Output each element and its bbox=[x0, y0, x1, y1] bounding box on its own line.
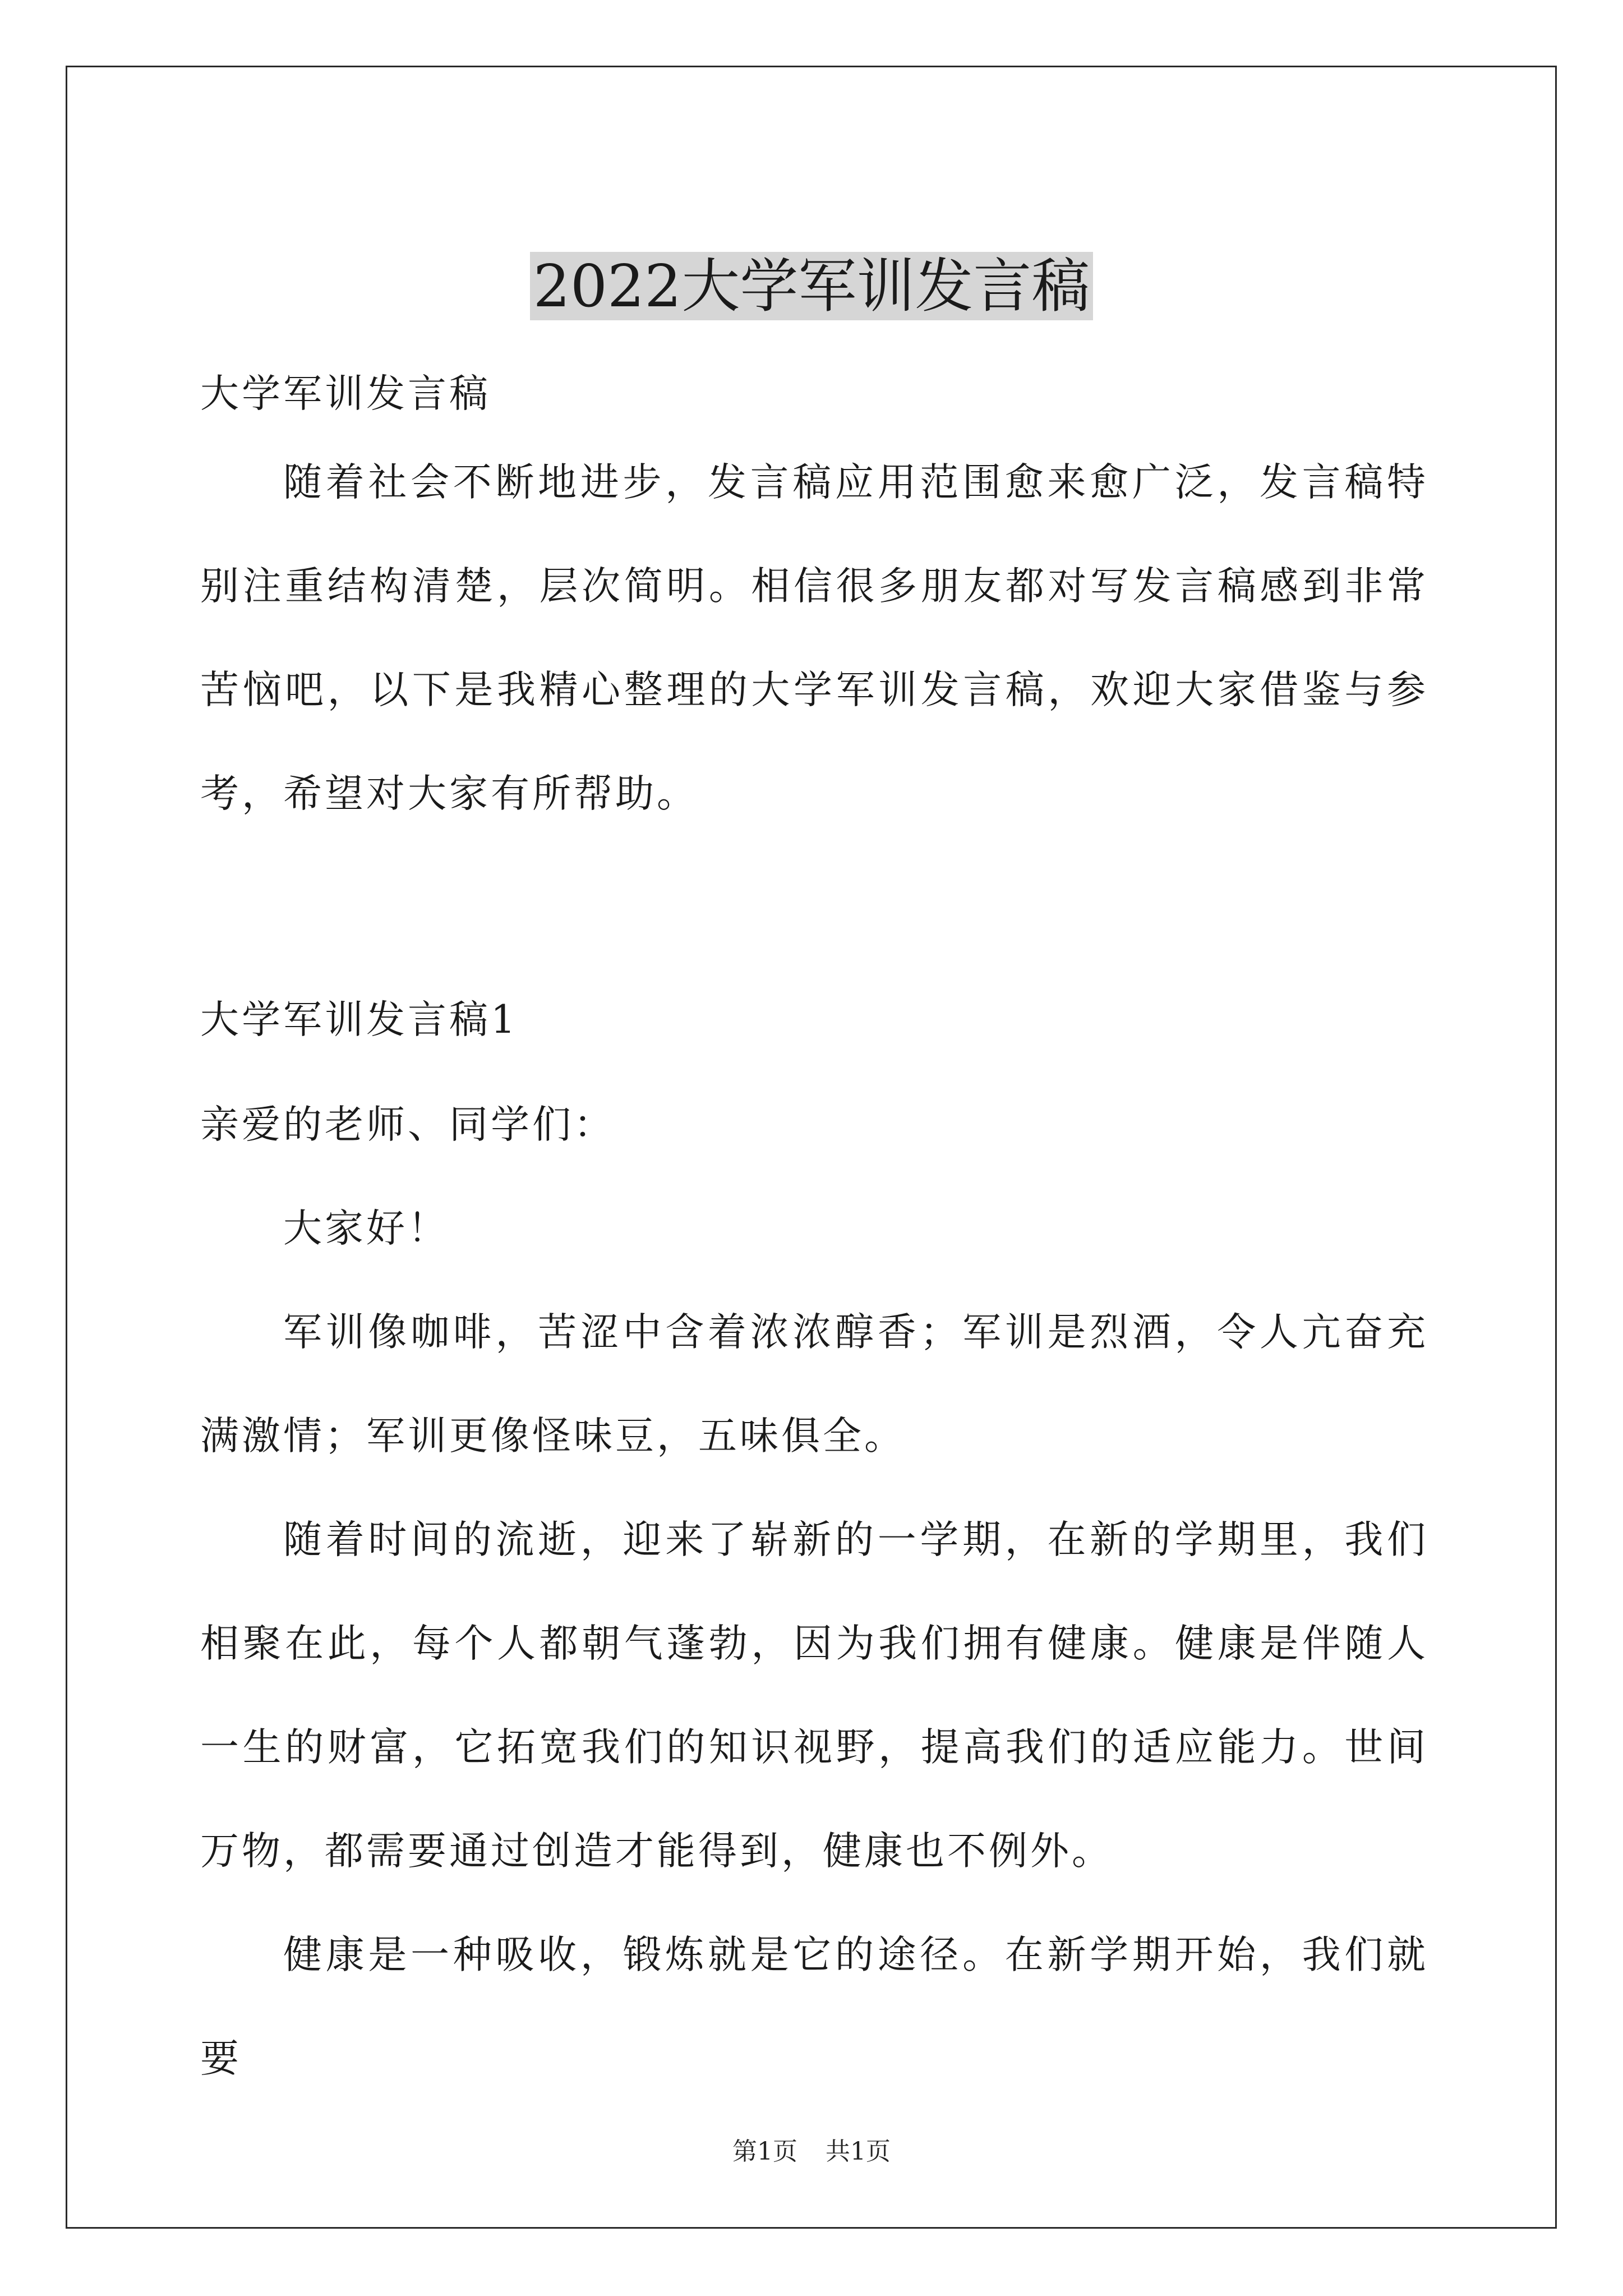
paragraph-body-1: 军训像咖啡，苦涩中含着浓浓醇香；军训是烈酒，令人亢奋充满激情；军训更像怪味豆，五味俱全。 bbox=[200, 1310, 1428, 1458]
paragraph-salutation: 亲爱的老师、同学们： bbox=[200, 1102, 615, 1147]
page-number: 第1页 bbox=[732, 2137, 797, 2166]
paragraph-intro: 随着社会不断地进步，发言稿应用范围愈来愈广泛，发言稿特别注重结构清楚，层次简明。相信很多朋友都对写发言稿感到非常苦恼吧，以下是我精心整理的大学军训发言稿，欢迎大家借鉴与参考，希望对大家有所帮助。 bbox=[200, 460, 1428, 816]
paragraph-greeting: 大家好！ bbox=[283, 1206, 449, 1251]
paragraph-body-3: 健康是一种吸收，锻炼就是它的途径。在新学期开始，我们就要 bbox=[200, 1932, 1428, 2081]
document-title-text: 2022大学军训发言稿 bbox=[530, 252, 1094, 320]
document-title bbox=[0, 251, 1623, 321]
paragraph-section-heading: 大学军训发言稿1 bbox=[200, 997, 518, 1042]
page-total: 共1页 bbox=[826, 2137, 891, 2166]
page-footer bbox=[0, 2136, 1623, 2168]
paragraph-body-2: 随着时间的流逝，迎来了崭新的一学期，在新的学期里，我们相聚在此，每个人都朝气蓬勃，因为我们拥有健康。健康是伴随人一生的财富，它拓宽我们的知识视野，提高我们的适应能力。世间万物，都需要通过创造才能得到，健康也不例外。 bbox=[200, 1517, 1428, 1874]
paragraph-heading: 大学军训发言稿 bbox=[200, 371, 491, 416]
